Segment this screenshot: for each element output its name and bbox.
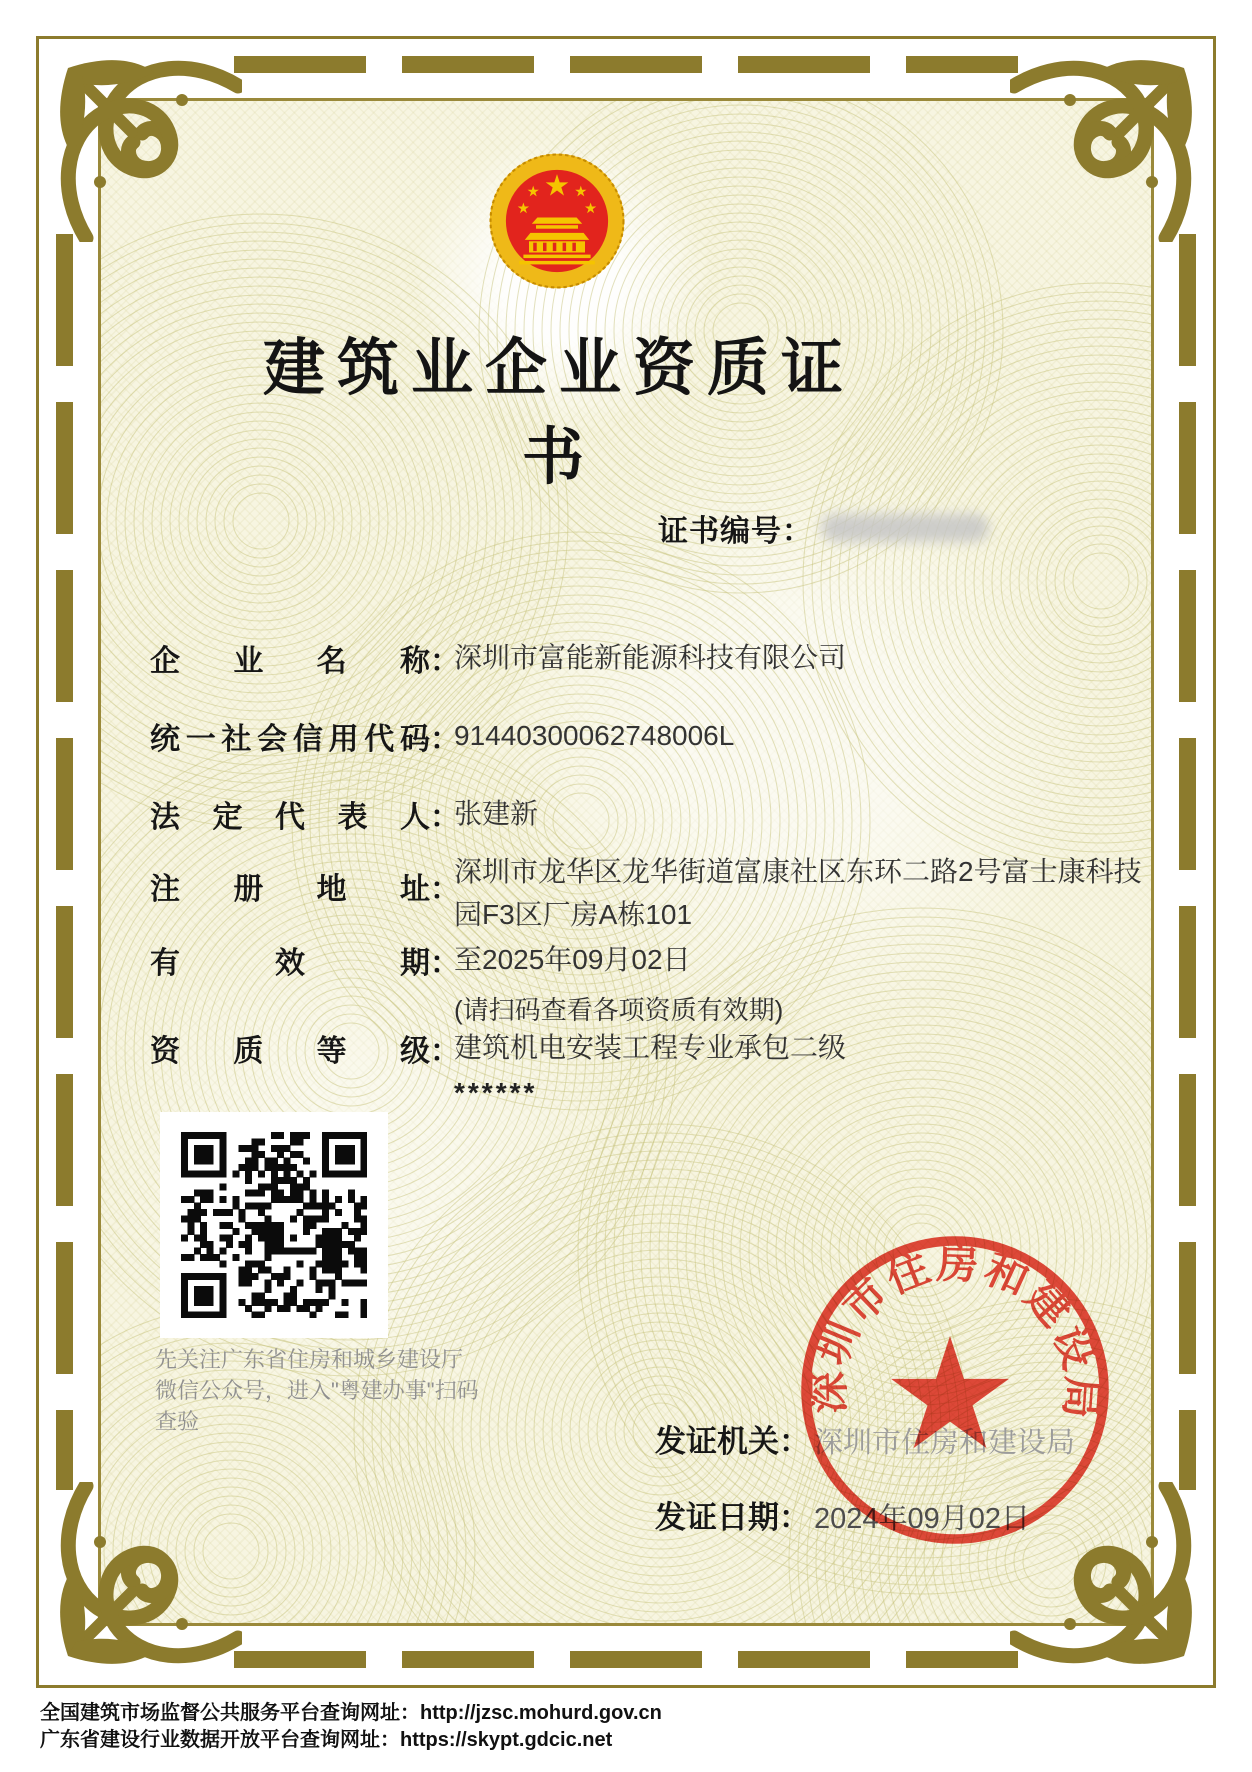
border-bar-left [56, 234, 73, 1490]
field-value [454, 1026, 846, 1115]
certificate-number-row [658, 506, 989, 550]
field-value: 91440300062748006L [454, 720, 735, 751]
field-value: 深圳市龙华区龙华街道富康社区东环二路2号富士康科技园F3区厂房A栋101 [454, 856, 1142, 931]
qr-code-icon [181, 1132, 367, 1318]
china-national-emblem-icon [487, 150, 627, 292]
field-label: 企业名称 [150, 645, 430, 678]
border-bar-top [234, 56, 1018, 73]
gold-flourish-icon [42, 1482, 242, 1682]
field-value: 张建新 [454, 798, 539, 829]
field-label: 注册地址 [150, 873, 430, 906]
valid-until-value: 至2025年09月02日 [454, 944, 691, 975]
field-colon: ： [430, 947, 460, 980]
field-colon: ： [430, 1035, 460, 1068]
border-bar-right [1179, 234, 1196, 1490]
qr-caption: 先关注广东省住房和城乡建设厅微信公众号，进入"粤建办事"扫码查验 [155, 1347, 479, 1434]
gold-flourish-icon [42, 42, 242, 242]
footer-line: 广东省建设行业数据开放平台查询网址：https://skypt.gdcic.net [40, 1729, 613, 1751]
footer-query-urls [40, 1700, 662, 1754]
field-row-legal-representative [150, 792, 538, 836]
border-bar-bottom [234, 1651, 1018, 1668]
issue-date-value: 2024年09月02日 [814, 1503, 1031, 1535]
certificate-title: 建筑业企业资质证书 [262, 334, 855, 492]
field-label: 法定代表人 [150, 801, 430, 834]
field-colon: ： [430, 873, 460, 906]
valid-until-note: (请扫码查看各项资质有效期) [454, 995, 784, 1026]
field-row-registered-address [150, 850, 1146, 937]
issue-date-label: 发证日期： [655, 1500, 810, 1535]
field-value [454, 938, 783, 1031]
qualification-grade-stars: ****** [454, 1077, 538, 1109]
official-red-seal-icon [785, 1220, 1125, 1560]
field-colon: ： [430, 801, 460, 834]
issuing-authority-value: 深圳市住房和建设局 [814, 1427, 1076, 1459]
field-label: 统一社会信用代码 [150, 723, 430, 756]
issuing-authority-label: 发证机关： [655, 1424, 810, 1459]
field-row-company-name [150, 636, 846, 680]
qualification-grade-value: 建筑机电安装工程专业承包二级 [454, 1032, 847, 1063]
seal-text: 深圳市住房和建设局 [804, 1239, 1107, 1423]
field-label: 资质等级 [150, 1035, 430, 1068]
field-colon: ： [430, 723, 460, 756]
field-row-qualification-grade [150, 1026, 846, 1115]
qr-code [160, 1112, 388, 1338]
field-row-valid-until [150, 938, 783, 1031]
certificate-number-label: 证书编号： [658, 515, 813, 548]
field-value: 深圳市富能新能源科技有限公司 [454, 642, 847, 673]
certificate-number-redacted [821, 514, 989, 542]
field-row-credit-code [150, 714, 734, 758]
field-colon: ： [430, 645, 460, 678]
field-label: 有效期 [150, 947, 430, 980]
gold-flourish-icon [1010, 42, 1210, 242]
footer-line: 全国建筑市场监督公共服务平台查询网址：http://jzsc.mohurd.gov.cn [40, 1702, 662, 1724]
